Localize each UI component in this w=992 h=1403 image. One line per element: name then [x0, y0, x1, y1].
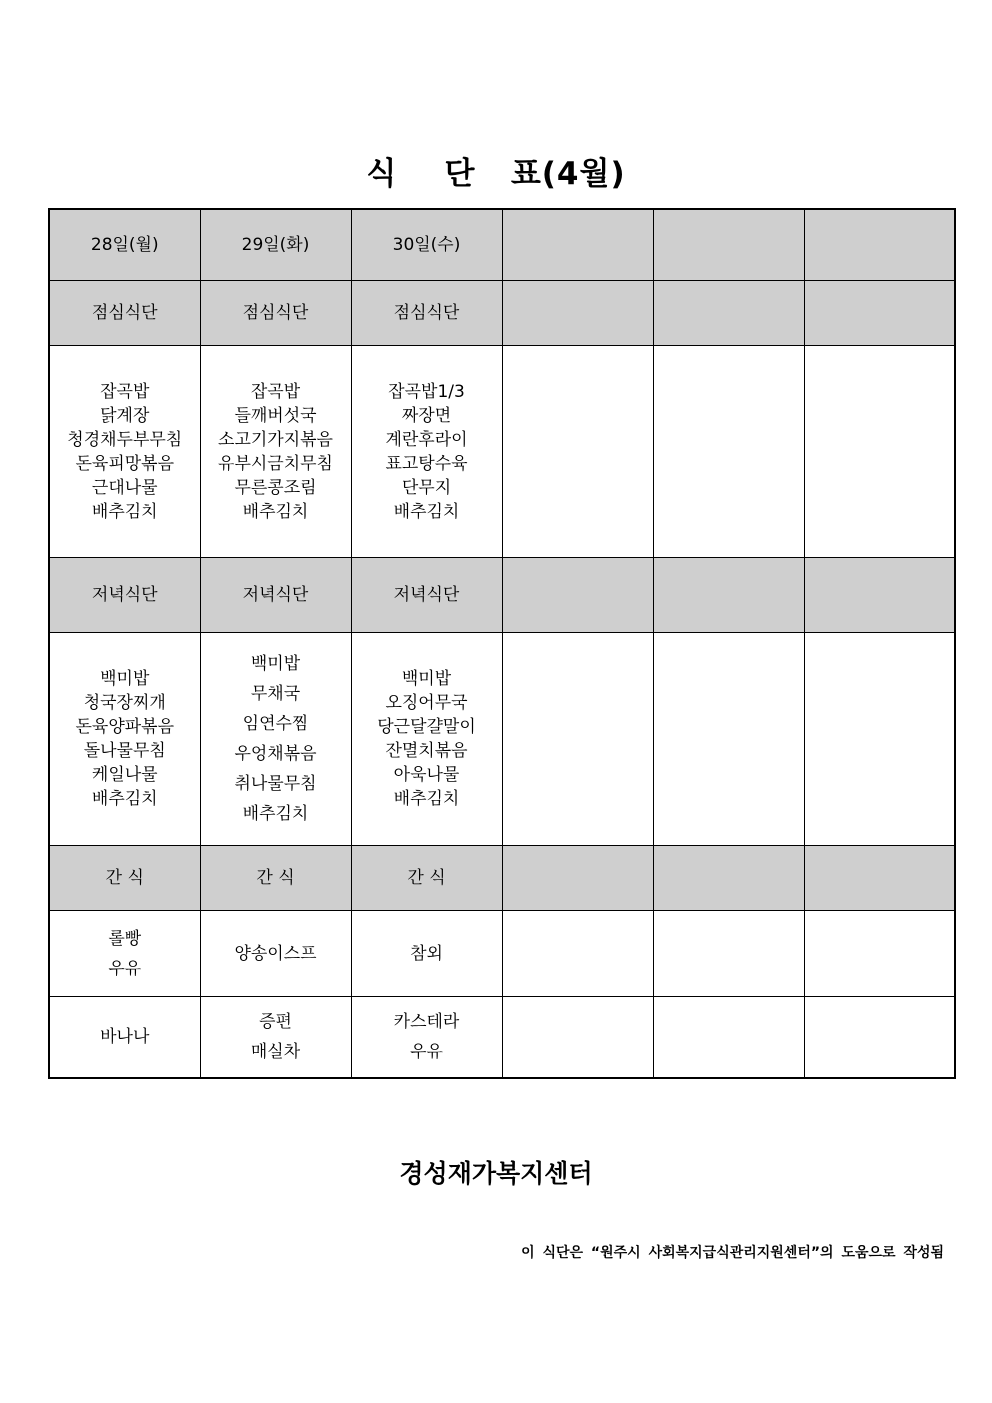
menu-item: 들깨버섯국: [234, 405, 317, 426]
menu-item: 잡곡밥1/3: [388, 381, 465, 402]
empty-cell: [653, 346, 804, 558]
menu-item: 잡곡밥: [250, 381, 301, 402]
menu-item: 계란후라이: [385, 429, 468, 450]
center-name: 경성재가복지센터: [399, 1159, 593, 1188]
menu-item: 배추김치: [242, 804, 309, 824]
menu-item: 오징어무국: [385, 693, 468, 713]
snack-menu-cell: [49, 997, 200, 1079]
dinner-header-cell: 저녁식단: [49, 558, 200, 633]
menu-item: 우유: [410, 1042, 443, 1062]
menu-item: 배추김치: [393, 501, 460, 522]
menu-item: 배추김치: [91, 501, 158, 522]
date-cell: 30일(수): [351, 209, 502, 281]
menu-item: 닭계장: [100, 405, 150, 426]
dinner-menu-cell: [200, 633, 351, 846]
empty-cell: [502, 209, 653, 281]
empty-cell: [804, 997, 955, 1079]
menu-item: 바나나: [100, 1027, 150, 1047]
menu-item: 청국장찌개: [83, 693, 166, 713]
empty-cell: [804, 911, 955, 997]
date-cell: 28일(월): [49, 209, 200, 281]
lunch-menu-cell: [49, 346, 200, 558]
date-row: [49, 209, 955, 281]
lunch-menu-cell: [200, 346, 351, 558]
empty-cell: [653, 558, 804, 633]
menu-item: 백미밥: [250, 654, 301, 674]
empty-cell: [804, 846, 955, 911]
menu-item: 잡곡밥: [100, 381, 150, 402]
lunch-header-row: [49, 281, 955, 346]
empty-cell: [804, 558, 955, 633]
menu-item: 증편: [259, 1012, 292, 1032]
snack-menu-cell: [351, 911, 502, 997]
empty-cell: [502, 558, 653, 633]
snack-menu-cell: [49, 911, 200, 997]
empty-cell: [804, 281, 955, 346]
menu-item: 양송이스프: [234, 943, 317, 964]
empty-cell: [804, 209, 955, 281]
menu-item: 무채국: [250, 684, 301, 704]
menu-item: 참외: [410, 943, 443, 964]
empty-cell: [804, 633, 955, 846]
menu-item: 케일나물: [91, 765, 158, 785]
lunch-row: [49, 346, 955, 558]
empty-cell: [653, 633, 804, 846]
menu-item: 카스테라: [393, 1012, 460, 1032]
menu-item: 짜장면: [401, 405, 452, 426]
empty-cell: [502, 997, 653, 1079]
empty-cell: [502, 911, 653, 997]
empty-cell: [804, 346, 955, 558]
empty-cell: [502, 846, 653, 911]
dinner-header-cell: 저녁식단: [200, 558, 351, 633]
menu-item: 돌나물무침: [83, 741, 166, 761]
lunch-header-cell: 점심식단: [200, 281, 351, 346]
date-cell: 29일(화): [200, 209, 351, 281]
menu-item: 아욱나물: [393, 765, 460, 785]
menu-item: 청경채두부무침: [67, 429, 183, 450]
dinner-header-cell: 저녁식단: [351, 558, 502, 633]
empty-cell: [653, 911, 804, 997]
menu-item: 우유: [108, 958, 142, 979]
empty-cell: [653, 997, 804, 1079]
menu-item: 표고탕수육: [385, 453, 468, 474]
menu-item: 소고기가지볶음: [218, 429, 333, 450]
menu-item: 돈육피망볶음: [75, 453, 175, 474]
empty-cell: [653, 281, 804, 346]
footnote: 이 식단은 “원주시 사회복지급식관리지원센터”의 도움으로 작성됨: [521, 1245, 944, 1261]
meal-plan-table: [48, 208, 956, 1079]
dinner-menu-cell: [49, 633, 200, 846]
menu-item: 롤빵: [108, 928, 142, 949]
snack-row-1: [49, 911, 955, 997]
menu-item: 매실차: [250, 1042, 301, 1062]
dinner-header-row: [49, 558, 955, 633]
menu-item: 단무지: [401, 477, 452, 498]
empty-cell: [502, 346, 653, 558]
menu-item: 근대나물: [91, 477, 158, 498]
menu-item: 임연수찜: [242, 714, 309, 734]
dinner-menu-cell: [351, 633, 502, 846]
menu-item: 배추김치: [393, 789, 460, 809]
snack-header-row: [49, 846, 955, 911]
menu-item: 취나물무침: [234, 774, 317, 794]
dinner-row: [49, 633, 955, 846]
page-title: 식 단 표(4월): [366, 156, 626, 192]
menu-item: 배추김치: [242, 501, 309, 522]
snack-row-2: [49, 997, 955, 1079]
menu-item: 유부시금치무침: [218, 453, 333, 474]
menu-item: 배추김치: [91, 789, 158, 809]
menu-item: 우엉채볶음: [234, 744, 317, 764]
empty-cell: [653, 846, 804, 911]
menu-item: 당근달걀말이: [377, 717, 476, 737]
menu-item: 무른콩조림: [234, 477, 317, 498]
snack-header-cell: 간 식: [351, 846, 502, 911]
menu-item: 백미밥: [401, 669, 452, 689]
snack-menu-cell: [200, 997, 351, 1079]
snack-menu-cell: [351, 997, 502, 1079]
menu-item: 잔멸치볶음: [385, 741, 468, 761]
snack-header-cell: 간 식: [200, 846, 351, 911]
empty-cell: [502, 633, 653, 846]
menu-item: 돈육양파볶음: [75, 717, 175, 737]
menu-item: 백미밥: [100, 669, 150, 689]
snack-header-cell: 간 식: [49, 846, 200, 911]
snack-menu-cell: [200, 911, 351, 997]
lunch-header-cell: 점심식단: [351, 281, 502, 346]
empty-cell: [502, 281, 653, 346]
lunch-header-cell: 점심식단: [49, 281, 200, 346]
lunch-menu-cell: [351, 346, 502, 558]
empty-cell: [653, 209, 804, 281]
